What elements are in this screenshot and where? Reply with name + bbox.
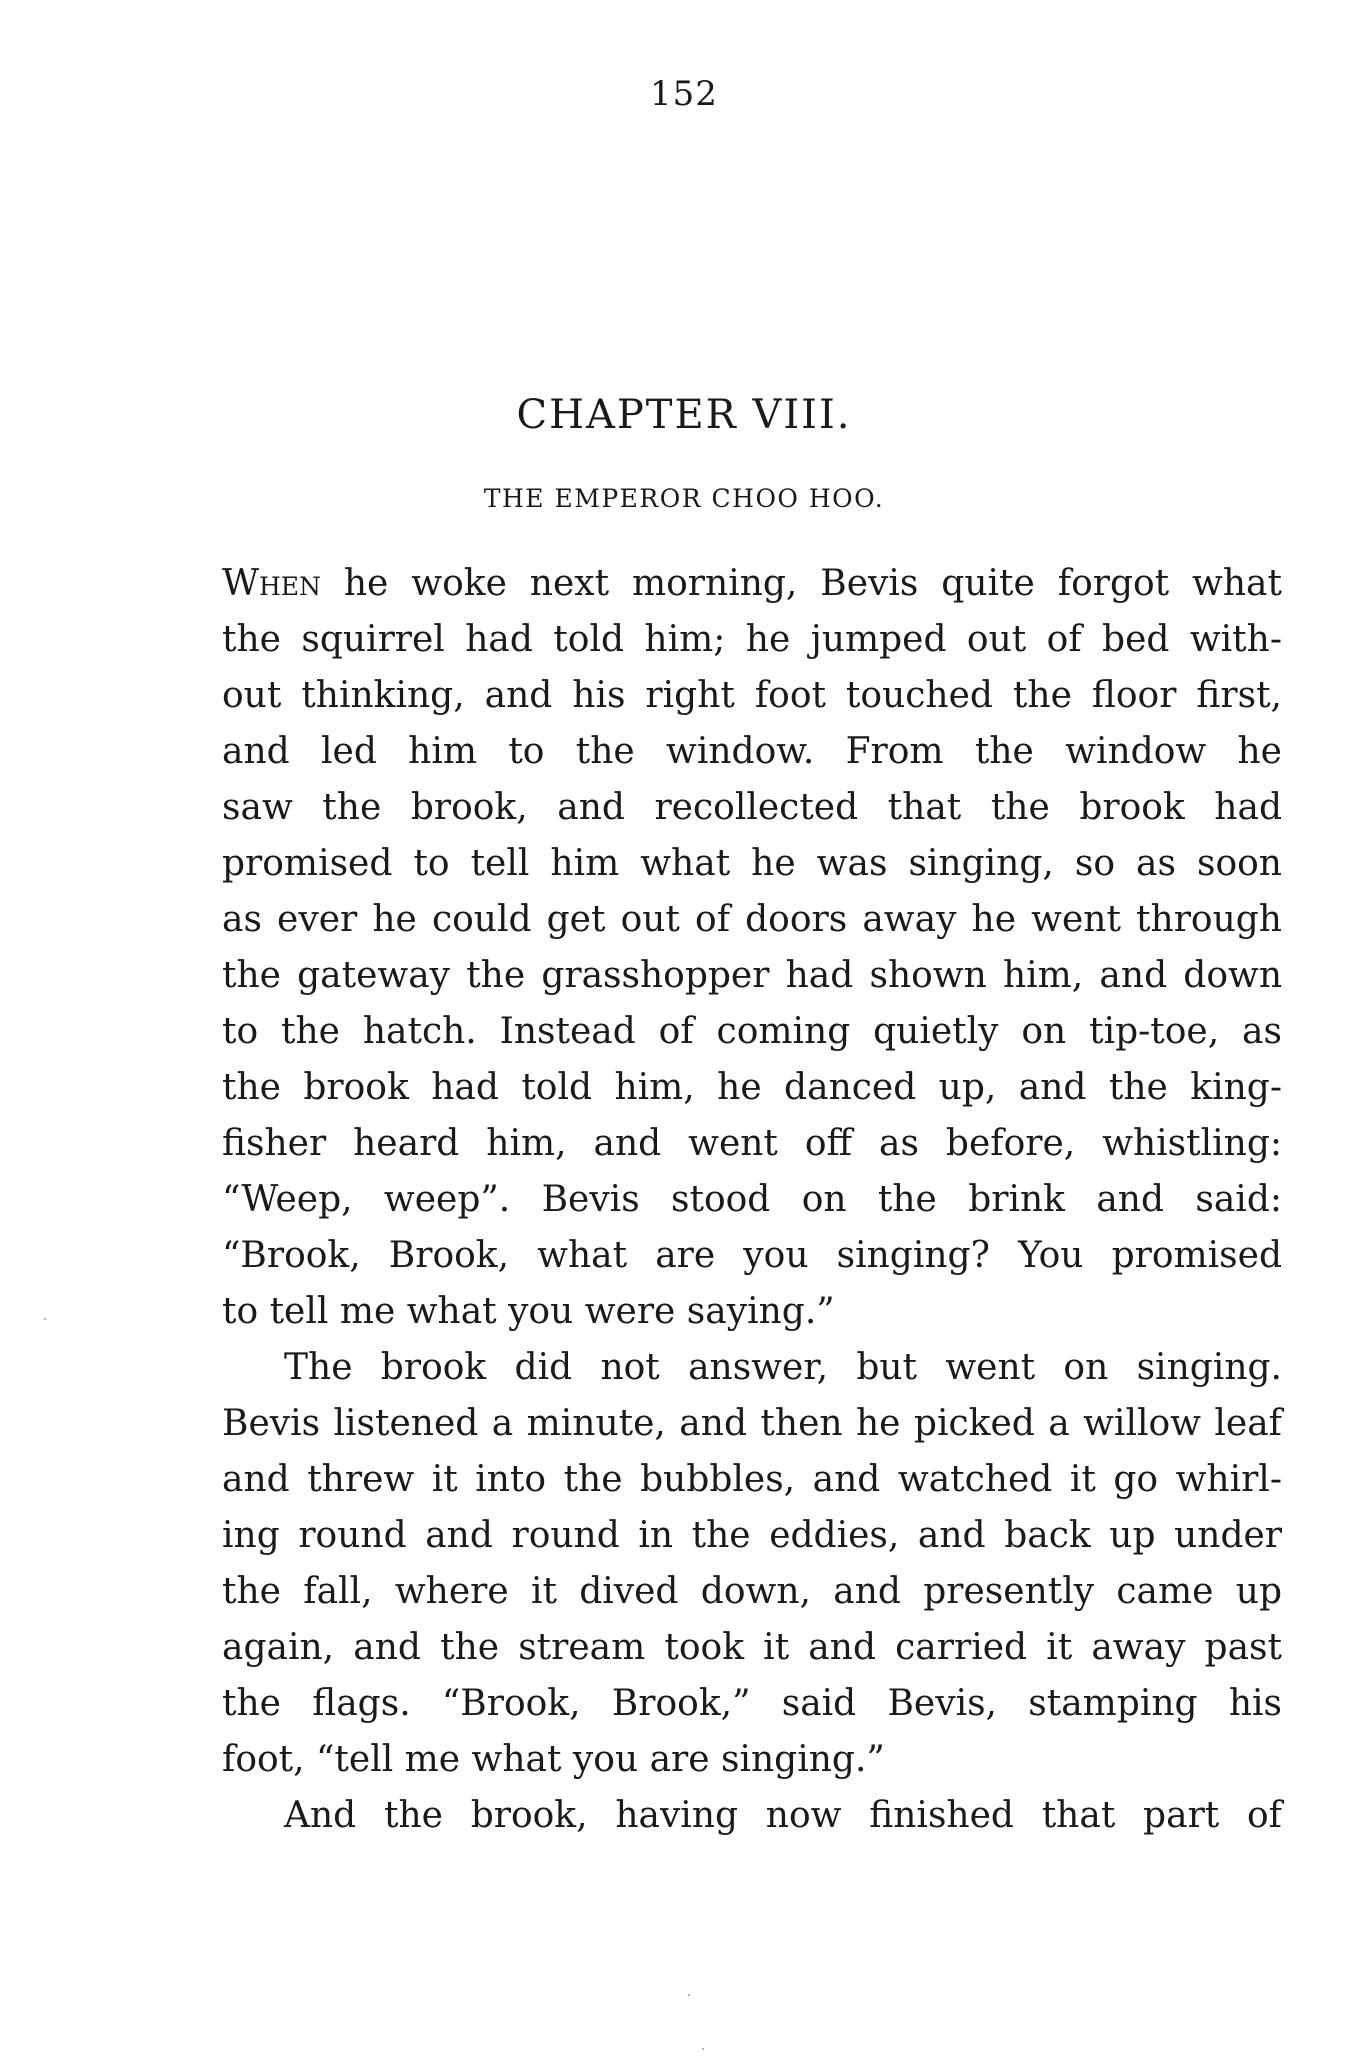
text-line: And the brook, having now finished that part of [284,1795,1282,1836]
print-speck [688,1994,690,1996]
text-line: the brook had told him, he danced up, and the king- [222,1067,1282,1108]
text-line: ing round and round in the eddies, and back up under [222,1515,1282,1556]
text-line: and threw it into the bubbles, and watched it go whirl- [222,1459,1282,1500]
text-line: to tell me what you were saying.” [222,1291,835,1332]
text-line: Bevis listened a minute, and then he picked a willow leaf [222,1403,1282,1444]
chapter-subtitle: THE EMPEROR CHOO HOO. [483,484,885,513]
chapter-body [222,556,1282,1844]
text-line: the gateway the grasshopper had shown him, and down [222,955,1282,996]
text-line: “Brook, Brook, what are you singing? You promised [222,1235,1282,1276]
text-line: the squirrel had told him; he jumped out of bed with- [222,619,1282,660]
text-line: the flags. “Brook, Brook,” said Bevis, stamping his [222,1683,1282,1724]
print-speck [702,2048,704,2050]
text-line: promised to tell him what he was singing, so as soon [222,843,1282,884]
text-line: foot, “tell me what you are singing.” [222,1739,885,1780]
text-line: out thinking, and his right foot touched the floor first, [222,675,1282,716]
first-line-text: he woke next morning, Bevis quite forgot what [343,563,1282,604]
text-line: fisher heard him, and went off as before, whistling: [222,1123,1282,1164]
text-line: again, and the stream took it and carried it away past [222,1627,1282,1668]
text-line: “Weep, weep”. Bevis stood on the brink and said: [222,1179,1282,1220]
text-line: saw the brook, and recollected that the brook had [222,787,1282,828]
text-line: as ever he could get out of doors away he went through [222,899,1282,940]
text-line: and led him to the window. From the window he [222,731,1282,772]
page-number: 152 [650,74,718,114]
text-line: The brook did not answer, but went on singing. [284,1347,1282,1388]
text-line: to the hatch. Instead of coming quietly on tip-toe, as [222,1011,1282,1052]
drop-word: When [222,563,321,604]
text-line: the fall, where it dived down, and presently came up [222,1571,1282,1612]
chapter-title: CHAPTER VIII. [516,392,852,438]
print-speck [44,1318,46,1320]
text-line [222,556,1282,612]
